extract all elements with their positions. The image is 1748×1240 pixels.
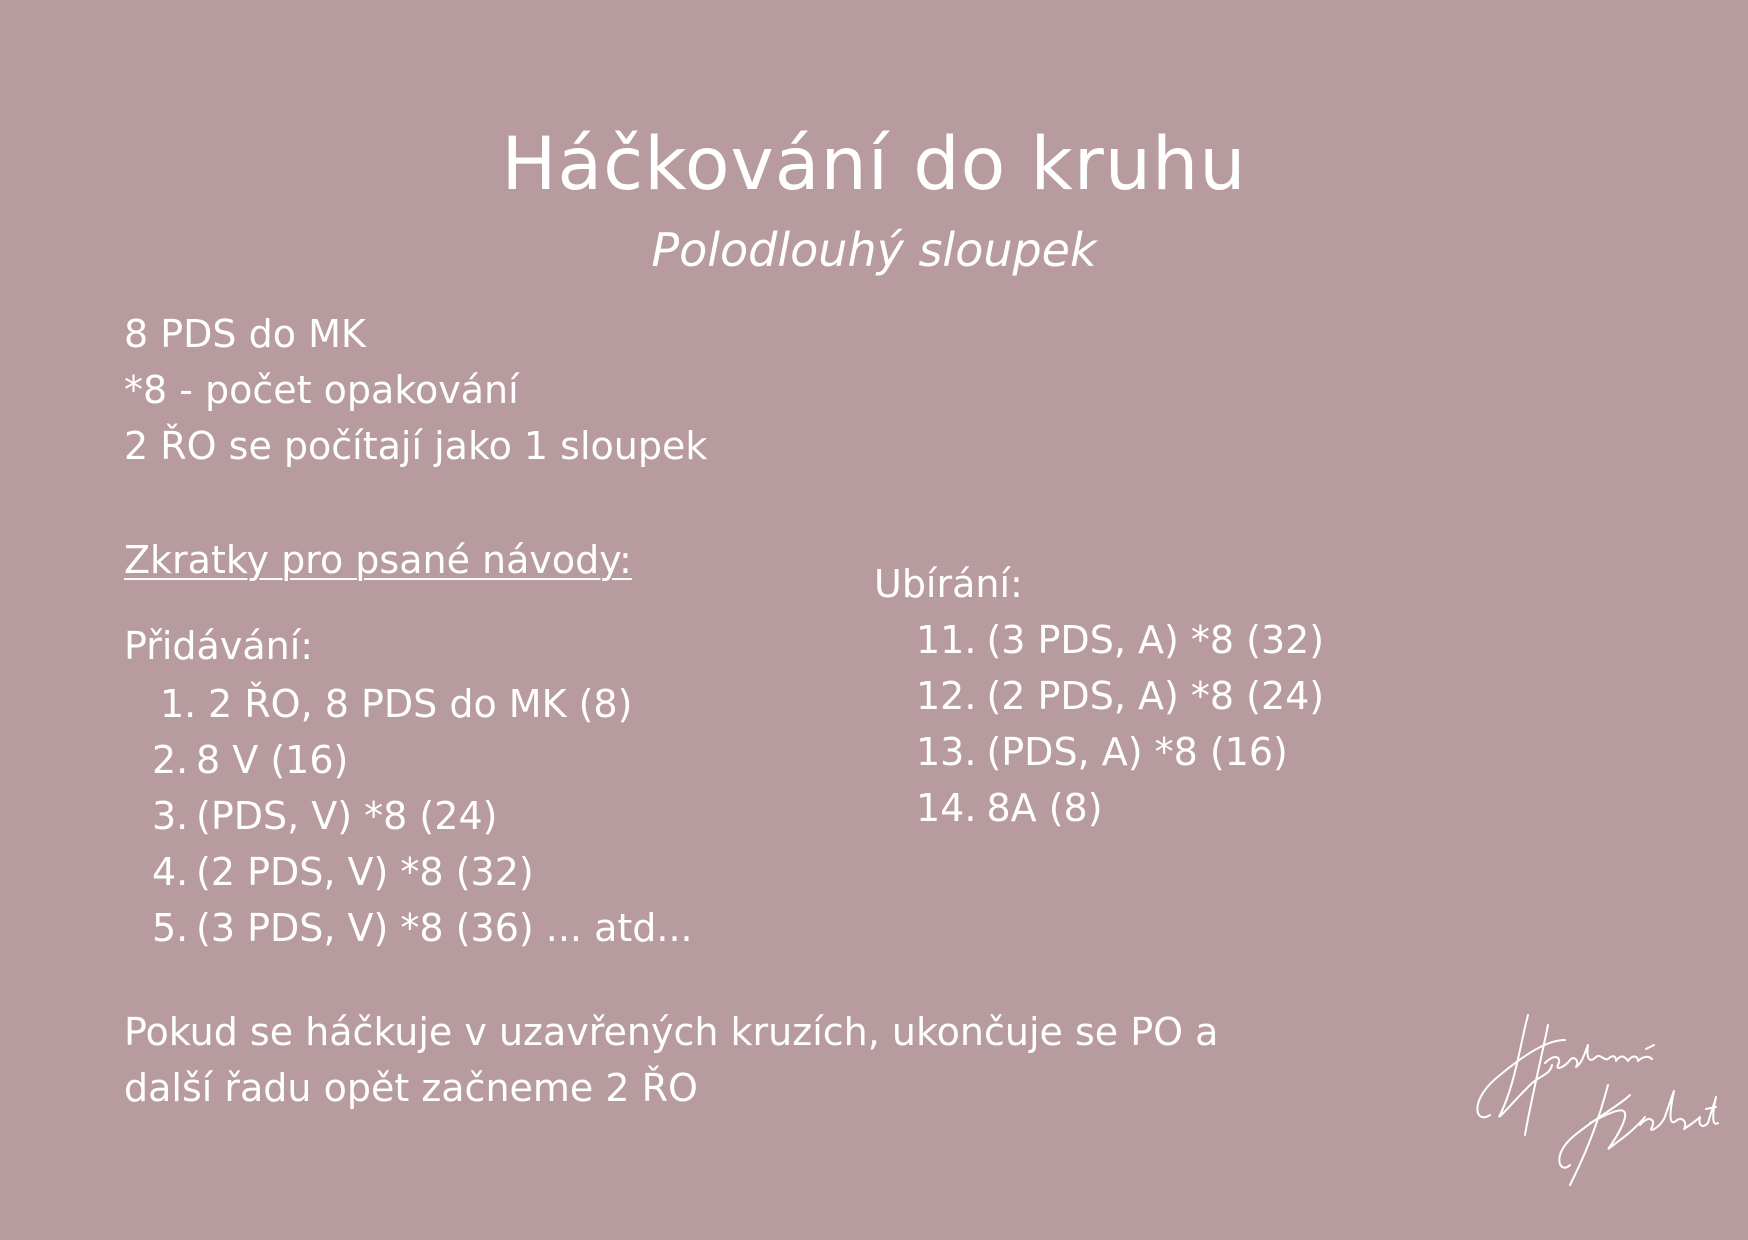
signature-stroke	[1499, 1015, 1552, 1117]
signature-stroke	[1640, 1091, 1718, 1130]
decrease-row	[916, 668, 1324, 724]
intro-line: *8 - počet opakování	[124, 368, 519, 412]
page-title: Háčkování do kruhu	[501, 122, 1247, 207]
row-text: (PDS, V) *8 (24)	[196, 794, 498, 838]
increase-row	[160, 676, 632, 732]
intro-line: 8 PDS do MK	[124, 312, 366, 356]
signature-logo	[1470, 1005, 1720, 1190]
signature-stroke	[1525, 1025, 1548, 1135]
decrease-heading: Ubírání:	[874, 562, 1023, 606]
row-number: 5.	[152, 906, 189, 950]
row-text: (2 PDS, A) *8 (24)	[986, 674, 1325, 718]
increase-row	[152, 844, 534, 900]
page-subtitle: Polodlouhý sloupek	[651, 223, 1097, 277]
row-text: 8A (8)	[986, 786, 1103, 830]
row-number: 1.	[160, 682, 197, 726]
signature-stroke	[1570, 1085, 1645, 1185]
increase-row	[152, 732, 348, 788]
footer-note	[124, 1004, 1218, 1116]
row-number: 13.	[916, 730, 977, 774]
row-text: (3 PDS, A) *8 (32)	[986, 618, 1325, 662]
row-text: (3 PDS, V) *8 (36) ... atd...	[196, 906, 693, 950]
signature-stroke	[1545, 1045, 1652, 1068]
row-number: 3.	[152, 794, 189, 838]
signature-stroke	[1477, 1040, 1565, 1117]
intro-line: 2 ŘO se počítají jako 1 sloupek	[124, 424, 708, 468]
row-number: 11.	[916, 618, 977, 662]
decrease-row	[916, 780, 1103, 836]
decrease-row	[916, 612, 1324, 668]
increase-heading: Přidávání:	[124, 624, 314, 668]
footer-line: další řadu opět začneme 2 ŘO	[124, 1066, 698, 1110]
increase-row	[152, 788, 497, 844]
row-number: 14.	[916, 786, 977, 830]
footer-line: Pokud se háčkuje v uzavřených kruzích, ukončuje se PO a	[124, 1010, 1219, 1054]
row-text: (PDS, A) *8 (16)	[986, 730, 1288, 774]
signature-stroke	[1646, 1045, 1654, 1049]
abbreviations-heading: Zkratky pro psané návody:	[124, 538, 632, 582]
row-text: 8 V (16)	[196, 738, 349, 782]
row-text: 2 ŘO, 8 PDS do MK (8)	[208, 682, 633, 726]
row-number: 12.	[916, 674, 977, 718]
increase-row	[152, 900, 693, 956]
decrease-row	[916, 724, 1288, 780]
row-number: 4.	[152, 850, 189, 894]
row-text: (2 PDS, V) *8 (32)	[196, 850, 534, 894]
intro-notes	[124, 306, 707, 474]
row-number: 2.	[152, 738, 189, 782]
